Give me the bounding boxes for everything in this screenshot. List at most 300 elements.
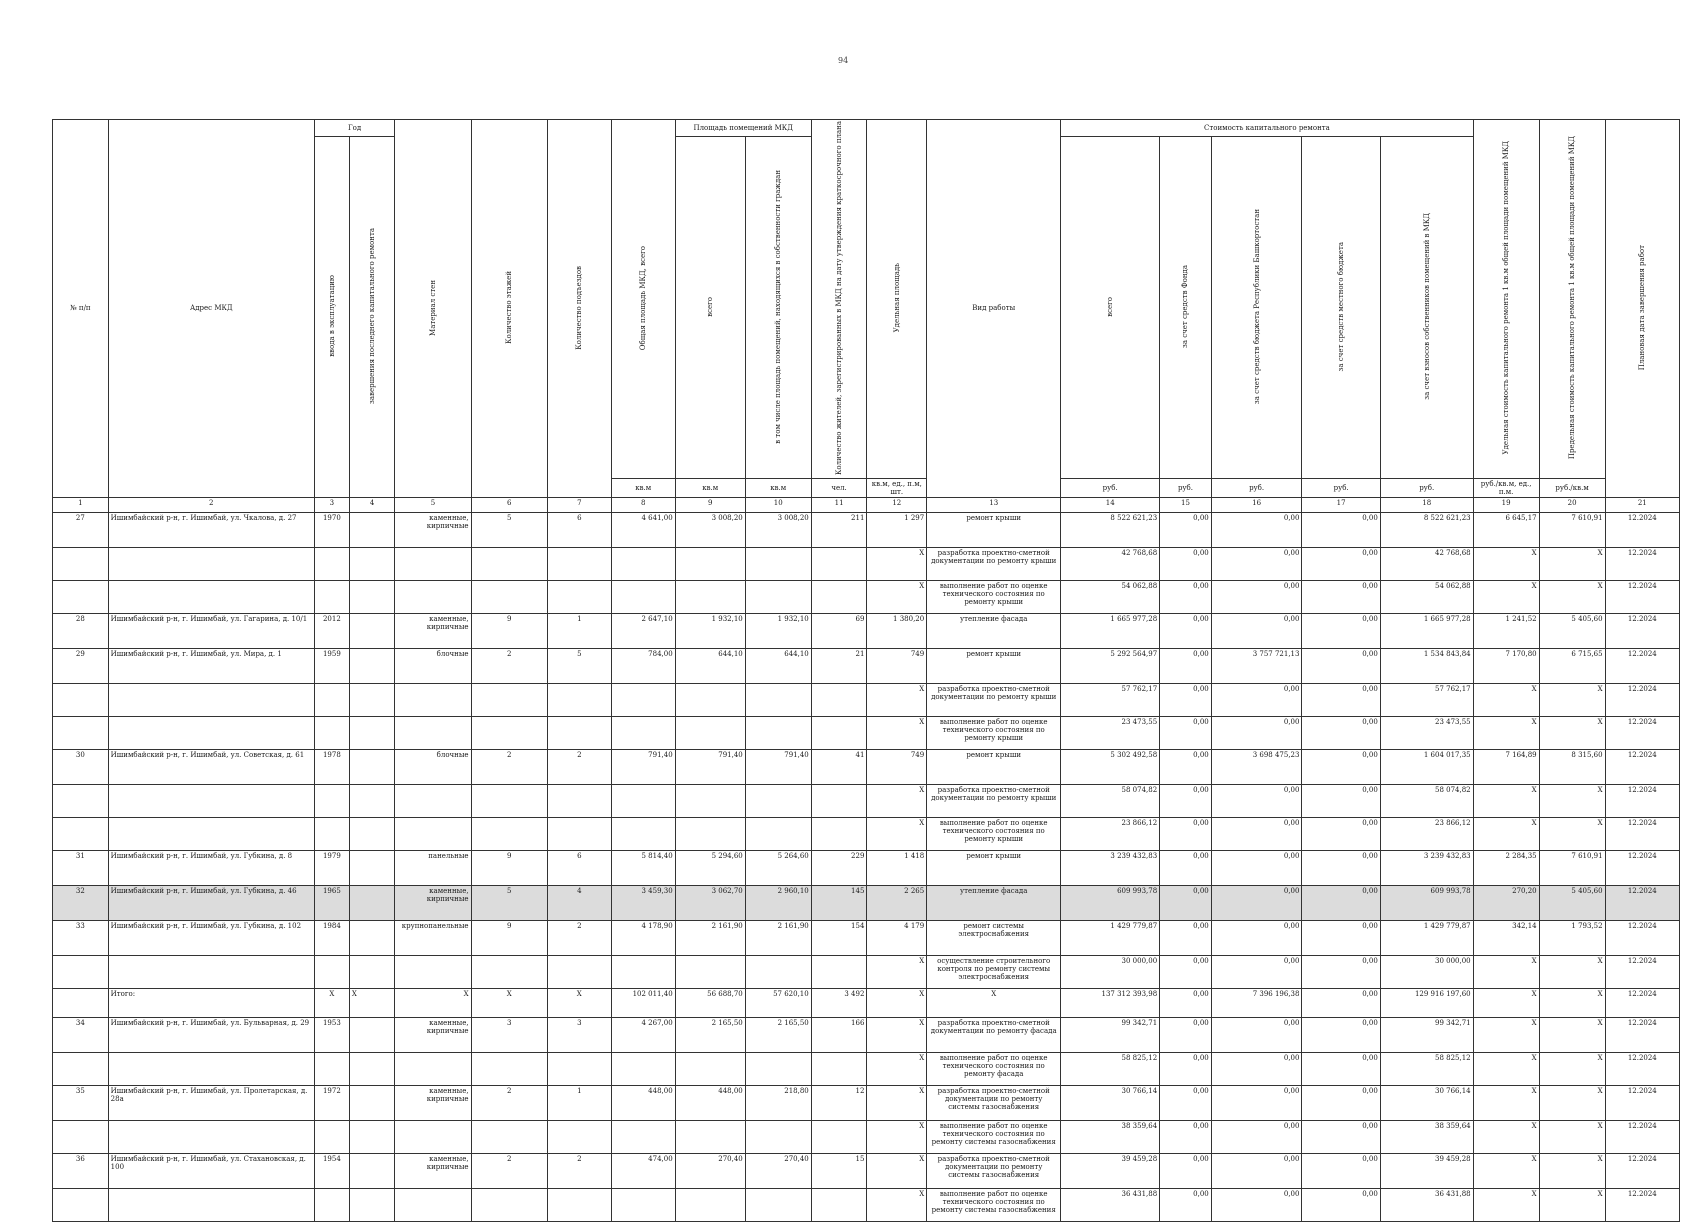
cell-c1: 34 [53, 1017, 109, 1052]
cell-c2: Ишимбайский р-н, г. Ишимбай, ул. Пролетарская, д. 28а [108, 1085, 314, 1120]
cell-c4 [349, 817, 394, 850]
cell-c14: 30 766,14 [1061, 1085, 1160, 1120]
cell-c8 [611, 955, 675, 988]
cell-c3: X [314, 988, 349, 1017]
cell-c14: 23 866,12 [1061, 817, 1160, 850]
header-entrances: Количество подъездов [547, 120, 611, 498]
cell-c10: 3 008,20 [745, 512, 811, 547]
cell-c1 [53, 1188, 109, 1221]
cell-c8 [611, 1120, 675, 1153]
cell-c18: 609 993,78 [1380, 885, 1473, 920]
cell-c13: выполнение работ по оценке технического состояния по ремонту крыши [927, 580, 1061, 613]
cell-c6 [471, 1188, 547, 1221]
cell-c10: 218,80 [745, 1085, 811, 1120]
cell-c14: 57 762,17 [1061, 683, 1160, 716]
cell-c15: 0,00 [1160, 512, 1212, 547]
cell-c9 [675, 784, 745, 817]
cell-c6 [471, 955, 547, 988]
cell-c3 [314, 547, 349, 580]
cell-c9: 791,40 [675, 749, 745, 784]
cell-c17: 0,00 [1302, 850, 1380, 885]
cell-c20: X [1539, 955, 1605, 988]
cell-c1 [53, 955, 109, 988]
cell-c11: 3 492 [811, 988, 867, 1017]
unit-c16: руб. [1211, 478, 1302, 497]
cell-c15: 0,00 [1160, 955, 1212, 988]
cell-c4 [349, 784, 394, 817]
cell-c18: 1 665 977,28 [1380, 613, 1473, 648]
cell-c13: выполнение работ по оценке технического состояния по ремонту фасада [927, 1052, 1061, 1085]
column-number: 10 [745, 497, 811, 512]
cell-c3 [314, 580, 349, 613]
cell-c17: 0,00 [1302, 784, 1380, 817]
header-cost-local: за счет средств местного бюджета [1302, 137, 1380, 479]
cell-c7: 1 [547, 1085, 611, 1120]
subwork-row [53, 716, 1680, 749]
cell-c9 [675, 955, 745, 988]
cell-c7 [547, 955, 611, 988]
cell-c3: 1972 [314, 1085, 349, 1120]
cell-c18: 3 239 432,83 [1380, 850, 1473, 885]
column-number: 20 [1539, 497, 1605, 512]
cell-c7 [547, 1052, 611, 1085]
cell-c16: 0,00 [1211, 547, 1302, 580]
cell-c7 [547, 683, 611, 716]
column-number: 18 [1380, 497, 1473, 512]
cell-c17: 0,00 [1302, 1153, 1380, 1188]
table-row [53, 885, 1680, 920]
cell-c6 [471, 580, 547, 613]
cell-c18: 23 473,55 [1380, 716, 1473, 749]
cell-c12: X [867, 547, 927, 580]
cell-c2: Ишимбайский р-н, г. Ишимбай, ул. Чкалова, д. 27 [108, 512, 314, 547]
cell-c5 [395, 683, 471, 716]
cell-c14: 58 074,82 [1061, 784, 1160, 817]
cell-c20: X [1539, 1120, 1605, 1153]
cell-c8 [611, 716, 675, 749]
header-premises-group: Площадь помещений МКД [675, 120, 811, 137]
cell-c14: 5 302 492,58 [1061, 749, 1160, 784]
cell-c11: 21 [811, 648, 867, 683]
cell-c8: 4 178,90 [611, 920, 675, 955]
header-unit-cost: Удельная стоимость капитального ремонта 1 кв.м общей площади помещений МКД [1473, 120, 1539, 479]
cell-c20: 1 793,52 [1539, 920, 1605, 955]
cell-c4 [349, 683, 394, 716]
cell-c16: 0,00 [1211, 920, 1302, 955]
header-floors: Количество этажей [471, 120, 547, 498]
cell-c12: X [867, 1017, 927, 1052]
cell-c19: 270,20 [1473, 885, 1539, 920]
cell-c14: 99 342,71 [1061, 1017, 1160, 1052]
cell-c15: 0,00 [1160, 784, 1212, 817]
cell-c9: 2 165,50 [675, 1017, 745, 1052]
cell-c8: 4 641,00 [611, 512, 675, 547]
cell-c8: 791,40 [611, 749, 675, 784]
header-premises-residential: в том числе площадь помещений, находящихся в собственности граждан [745, 137, 811, 479]
cell-c10 [745, 1188, 811, 1221]
cell-c18: 57 762,17 [1380, 683, 1473, 716]
cell-c18: 54 062,88 [1380, 580, 1473, 613]
cell-c20: 5 405,60 [1539, 885, 1605, 920]
cell-c4 [349, 512, 394, 547]
cell-c10: 644,10 [745, 648, 811, 683]
cell-c5 [395, 580, 471, 613]
table-row [53, 920, 1680, 955]
unit-c14: руб. [1061, 478, 1160, 497]
subwork-row [53, 683, 1680, 716]
cell-c4 [349, 613, 394, 648]
page-number: 94 [838, 56, 849, 65]
cell-c6 [471, 547, 547, 580]
cell-c9: 270,40 [675, 1153, 745, 1188]
cell-c16: 0,00 [1211, 817, 1302, 850]
cell-c5 [395, 817, 471, 850]
cell-c5: блочные [395, 648, 471, 683]
cell-c11: 41 [811, 749, 867, 784]
cell-c10 [745, 716, 811, 749]
cell-c7 [547, 784, 611, 817]
cell-c16: 0,00 [1211, 580, 1302, 613]
cell-c1 [53, 784, 109, 817]
cell-c15: 0,00 [1160, 885, 1212, 920]
repair-plan-table [52, 119, 1680, 1222]
cell-c16: 0,00 [1211, 1188, 1302, 1221]
cell-c14: 30 000,00 [1061, 955, 1160, 988]
cell-c21: 12.2024 [1605, 885, 1679, 920]
cell-c15: 0,00 [1160, 1153, 1212, 1188]
cell-c1 [53, 683, 109, 716]
cell-c18: 42 768,68 [1380, 547, 1473, 580]
cell-c8: 474,00 [611, 1153, 675, 1188]
cell-c9 [675, 580, 745, 613]
cell-c6: 2 [471, 1153, 547, 1188]
subwork-row [53, 1052, 1680, 1085]
cell-c17: 0,00 [1302, 1052, 1380, 1085]
cell-c5: каменные, кирпичные [395, 885, 471, 920]
cell-c19: X [1473, 817, 1539, 850]
column-number: 12 [867, 497, 927, 512]
cell-c13: выполнение работ по оценке технического состояния по ремонту крыши [927, 817, 1061, 850]
header-cost-fund: за счет средств Фонда [1160, 137, 1212, 479]
cell-c8 [611, 547, 675, 580]
cell-c15: 0,00 [1160, 1120, 1212, 1153]
cell-c16: 0,00 [1211, 1153, 1302, 1188]
cell-c1 [53, 1052, 109, 1085]
cell-c9: 56 688,70 [675, 988, 745, 1017]
cell-c19: X [1473, 716, 1539, 749]
cell-c9: 3 008,20 [675, 512, 745, 547]
cell-c2 [108, 817, 314, 850]
cell-c21: 12.2024 [1605, 648, 1679, 683]
cell-c13: ремонт крыши [927, 850, 1061, 885]
cell-c7 [547, 580, 611, 613]
table-row [53, 613, 1680, 648]
cell-c10: 5 264,60 [745, 850, 811, 885]
cell-c16: 0,00 [1211, 1120, 1302, 1153]
cell-c12: X [867, 580, 927, 613]
cell-c2 [108, 1188, 314, 1221]
cell-c6: 9 [471, 850, 547, 885]
cell-c12: X [867, 784, 927, 817]
cell-c13: разработка проектно-сметной документации по ремонту фасада [927, 1017, 1061, 1052]
cell-c16: 0,00 [1211, 955, 1302, 988]
cell-c5 [395, 716, 471, 749]
table-row [53, 1017, 1680, 1052]
cell-c6: 5 [471, 885, 547, 920]
cell-c19: X [1473, 988, 1539, 1017]
cell-c2: Ишимбайский р-н, г. Ишимбай, ул. Бульварная, д. 29 [108, 1017, 314, 1052]
cell-c10 [745, 955, 811, 988]
cell-c4 [349, 1188, 394, 1221]
cell-c2 [108, 683, 314, 716]
cell-c17: 0,00 [1302, 580, 1380, 613]
cell-c10: 2 165,50 [745, 1017, 811, 1052]
cell-c8 [611, 1052, 675, 1085]
cell-c15: 0,00 [1160, 817, 1212, 850]
cell-c14: 54 062,88 [1061, 580, 1160, 613]
cell-c4 [349, 547, 394, 580]
cell-c20: X [1539, 988, 1605, 1017]
cell-c17: 0,00 [1302, 716, 1380, 749]
cell-c16: 3 698 475,23 [1211, 749, 1302, 784]
cell-c14: 5 292 564,97 [1061, 648, 1160, 683]
cell-c14: 1 429 779,87 [1061, 920, 1160, 955]
cell-c12: 1 297 [867, 512, 927, 547]
cell-c7: 5 [547, 648, 611, 683]
cell-c21: 12.2024 [1605, 512, 1679, 547]
cell-c2 [108, 784, 314, 817]
cell-c18: 30 766,14 [1380, 1085, 1473, 1120]
cell-c9 [675, 1120, 745, 1153]
cell-c1: 28 [53, 613, 109, 648]
cell-c5 [395, 1188, 471, 1221]
cell-c2: Ишимбайский р-н, г. Ишимбай, ул. Губкина, д. 46 [108, 885, 314, 920]
cell-c10: 2 161,90 [745, 920, 811, 955]
cell-c15: 0,00 [1160, 749, 1212, 784]
cell-c14: 42 768,68 [1061, 547, 1160, 580]
cell-c9 [675, 547, 745, 580]
column-number: 7 [547, 497, 611, 512]
cell-c7: X [547, 988, 611, 1017]
cell-c6: 2 [471, 1085, 547, 1120]
cell-c9: 644,10 [675, 648, 745, 683]
cell-c12: X [867, 1052, 927, 1085]
cell-c2: Ишимбайский р-н, г. Ишимбай, ул. Мира, д. 1 [108, 648, 314, 683]
cell-c18: 1 604 017,35 [1380, 749, 1473, 784]
cell-c7 [547, 547, 611, 580]
cell-c15: 0,00 [1160, 1052, 1212, 1085]
cell-c13: ремонт крыши [927, 648, 1061, 683]
cell-c4 [349, 1017, 394, 1052]
cell-c12: X [867, 683, 927, 716]
cell-c14: 38 359,64 [1061, 1120, 1160, 1153]
cell-c19: X [1473, 784, 1539, 817]
cell-c14: 36 431,88 [1061, 1188, 1160, 1221]
subwork-row [53, 784, 1680, 817]
cell-c13: утепление фасада [927, 885, 1061, 920]
cell-c12: 2 265 [867, 885, 927, 920]
cell-c16: 0,00 [1211, 683, 1302, 716]
cell-c10: 270,40 [745, 1153, 811, 1188]
cell-c19: 6 645,17 [1473, 512, 1539, 547]
cell-c4 [349, 749, 394, 784]
cell-c2: Ишимбайский р-н, г. Ишимбай, ул. Советская, д. 61 [108, 749, 314, 784]
cell-c11: 154 [811, 920, 867, 955]
cell-c20: 7 610,91 [1539, 512, 1605, 547]
cell-c4 [349, 1052, 394, 1085]
cell-c19: X [1473, 1153, 1539, 1188]
cell-c19: X [1473, 1052, 1539, 1085]
cell-c8 [611, 1188, 675, 1221]
header-premises-total: всего [675, 137, 745, 479]
cell-c16: 0,00 [1211, 716, 1302, 749]
cell-c3 [314, 817, 349, 850]
cell-c20: 5 405,60 [1539, 613, 1605, 648]
cell-c17: 0,00 [1302, 885, 1380, 920]
cell-c4 [349, 716, 394, 749]
cell-c20: 8 315,60 [1539, 749, 1605, 784]
cell-c13: ремонт крыши [927, 512, 1061, 547]
column-number: 6 [471, 497, 547, 512]
table-row [53, 648, 1680, 683]
cell-c21: 12.2024 [1605, 1153, 1679, 1188]
cell-c2 [108, 955, 314, 988]
cell-c12: X [867, 817, 927, 850]
column-number: 8 [611, 497, 675, 512]
cell-c17: 0,00 [1302, 648, 1380, 683]
subwork-row [53, 817, 1680, 850]
cell-c4 [349, 885, 394, 920]
cell-c10: 791,40 [745, 749, 811, 784]
column-number: 9 [675, 497, 745, 512]
cell-c18: 36 431,88 [1380, 1188, 1473, 1221]
cell-c13: осуществление строительного контроля по ремонту системы электроснабжения [927, 955, 1061, 988]
header-cost-group: Стоимость капитального ремонта [1061, 120, 1473, 137]
cell-c3: 1959 [314, 648, 349, 683]
cell-c19: X [1473, 547, 1539, 580]
cell-c9 [675, 1188, 745, 1221]
cell-c18: 58 074,82 [1380, 784, 1473, 817]
cell-c7 [547, 1188, 611, 1221]
cell-c4: X [349, 988, 394, 1017]
cell-c14: 3 239 432,83 [1061, 850, 1160, 885]
cell-c20: X [1539, 1052, 1605, 1085]
cell-c9: 448,00 [675, 1085, 745, 1120]
cell-c6 [471, 1120, 547, 1153]
cell-c14: 609 993,78 [1061, 885, 1160, 920]
cell-c11 [811, 1188, 867, 1221]
cell-c5: X [395, 988, 471, 1017]
unit-c15: руб. [1160, 478, 1212, 497]
cell-c18: 58 825,12 [1380, 1052, 1473, 1085]
cell-c3: 2012 [314, 613, 349, 648]
cell-c9 [675, 1052, 745, 1085]
cell-c1: 27 [53, 512, 109, 547]
column-number: 2 [108, 497, 314, 512]
cell-c17: 0,00 [1302, 547, 1380, 580]
cell-c12: X [867, 988, 927, 1017]
cell-c21: 12.2024 [1605, 850, 1679, 885]
cell-c3 [314, 1188, 349, 1221]
cell-c9: 3 062,70 [675, 885, 745, 920]
cell-c1: 33 [53, 920, 109, 955]
cell-c2: Ишимбайский р-н, г. Ишимбай, ул. Гагарина, д. 10/1 [108, 613, 314, 648]
cell-c4 [349, 1153, 394, 1188]
cell-c7: 1 [547, 613, 611, 648]
cell-c19: X [1473, 580, 1539, 613]
cell-c20: X [1539, 1153, 1605, 1188]
cell-c13: разработка проектно-сметной документации по ремонту системы газоснабжения [927, 1153, 1061, 1188]
cell-c16: 0,00 [1211, 1017, 1302, 1052]
cell-c13: X [927, 988, 1061, 1017]
cell-c5 [395, 547, 471, 580]
unit-c11: чел. [811, 478, 867, 497]
cell-c6: 5 [471, 512, 547, 547]
cell-c7: 3 [547, 1017, 611, 1052]
cell-c19: X [1473, 1188, 1539, 1221]
unit-c12: кв.м, ед., п.м, шт. [867, 478, 927, 497]
cell-c8: 448,00 [611, 1085, 675, 1120]
cell-c3 [314, 1052, 349, 1085]
cell-c7: 2 [547, 920, 611, 955]
cell-c8: 2 647,10 [611, 613, 675, 648]
cell-c8: 5 814,40 [611, 850, 675, 885]
column-number: 1 [53, 497, 109, 512]
cell-c16: 0,00 [1211, 1052, 1302, 1085]
cell-c20: X [1539, 784, 1605, 817]
cell-c11 [811, 784, 867, 817]
cell-c6: X [471, 988, 547, 1017]
cell-c10 [745, 683, 811, 716]
cell-c15: 0,00 [1160, 580, 1212, 613]
header-num: № п/п [53, 120, 109, 498]
cell-c17: 0,00 [1302, 749, 1380, 784]
cell-c9: 1 932,10 [675, 613, 745, 648]
cell-c15: 0,00 [1160, 1017, 1212, 1052]
cell-c13: разработка проектно-сметной документации по ремонту крыши [927, 547, 1061, 580]
unit-c17: руб. [1302, 478, 1380, 497]
cell-c7: 2 [547, 749, 611, 784]
cell-c10 [745, 580, 811, 613]
cell-c21: 12.2024 [1605, 613, 1679, 648]
column-number: 11 [811, 497, 867, 512]
cell-c6 [471, 1052, 547, 1085]
cell-c21: 12.2024 [1605, 547, 1679, 580]
cell-c19: 2 284,35 [1473, 850, 1539, 885]
cell-c11: 69 [811, 613, 867, 648]
cell-c13: ремонт крыши [927, 749, 1061, 784]
cell-c4 [349, 648, 394, 683]
cell-c1: 32 [53, 885, 109, 920]
header-cost-total: всего [1061, 137, 1160, 479]
cell-c4 [349, 1085, 394, 1120]
cell-c21: 12.2024 [1605, 683, 1679, 716]
cell-c11: 229 [811, 850, 867, 885]
cell-c18: 129 916 197,60 [1380, 988, 1473, 1017]
header-cost-owners: за счет взносов собственников помещений в МКД [1380, 137, 1473, 479]
cell-c20: 7 610,91 [1539, 850, 1605, 885]
cell-c3: 1978 [314, 749, 349, 784]
cell-c14: 8 522 621,23 [1061, 512, 1160, 547]
cell-c16: 0,00 [1211, 885, 1302, 920]
cell-c3: 1953 [314, 1017, 349, 1052]
cell-c12: 1 418 [867, 850, 927, 885]
cell-c21: 12.2024 [1605, 920, 1679, 955]
cell-c13: выполнение работ по оценке технического состояния по ремонту системы газоснабжения [927, 1188, 1061, 1221]
cell-c21: 12.2024 [1605, 784, 1679, 817]
cell-c1: 36 [53, 1153, 109, 1188]
unit-c8: кв.м [611, 478, 675, 497]
